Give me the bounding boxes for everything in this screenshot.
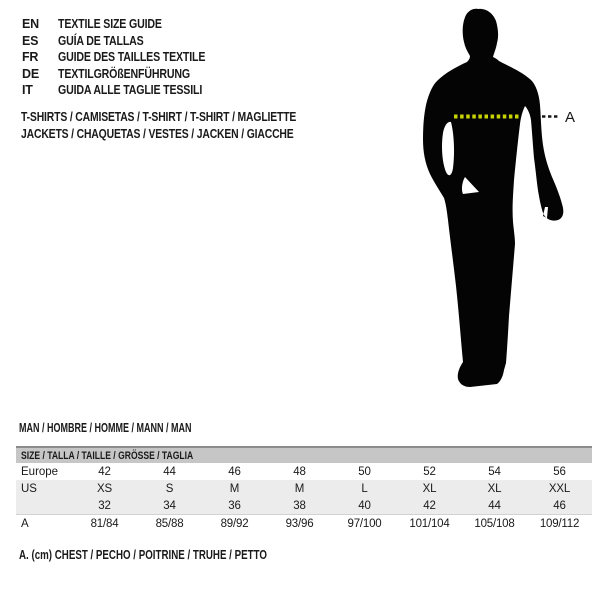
table-row-chest [16,515,592,532]
language-row [22,33,231,50]
size-table [16,446,592,532]
cell: 44 [163,465,176,478]
language-code: EN [22,17,39,31]
row-label: US [21,482,37,495]
cell: 48 [293,465,306,478]
cell: 46 [553,499,566,512]
language-title-list [22,16,231,99]
language-row [22,49,231,66]
table-row-us [16,480,592,497]
cell: 42 [98,465,111,478]
language-code: IT [22,83,33,97]
language-title: GUÍA DE TALLAS [58,33,144,48]
language-code: FR [22,50,39,64]
table-row-us-numeric [16,497,592,515]
cell: 34 [163,499,176,512]
language-title: GUIDA ALLE TAGLIE TESSILI [58,83,203,97]
cell: XL [487,482,502,495]
cell: 54 [488,465,501,478]
cell: 40 [358,499,371,512]
language-row [22,82,231,99]
cell: 36 [228,499,241,512]
cell: 52 [423,465,436,478]
table-row-europe [16,463,592,480]
cell: 85/88 [155,517,184,530]
language-code: ES [22,33,39,48]
row-label: A [21,517,29,530]
cell: 50 [358,465,371,478]
cell: 89/92 [220,517,249,530]
cell: 32 [98,499,111,512]
cell: 105/108 [474,517,515,530]
language-title: TEXTILE SIZE GUIDE [58,17,162,31]
language-title: GUIDE DES TAILLES TEXTILE [58,50,206,64]
size-table-header: SIZE / TALLA / TAILLE / GRÖSSE / TAGLIA [16,446,592,463]
cell: 42 [423,499,436,512]
language-row [22,66,231,83]
cell: L [361,482,368,495]
language-title: TEXTILGRÖßENFÜHRUNG [58,66,190,81]
cell: XL [422,482,437,495]
language-row [22,16,231,33]
category-headings [21,109,365,142]
cell: 56 [553,465,566,478]
cell: 109/112 [539,517,580,530]
man-silhouette [423,9,563,387]
cell: 46 [228,465,241,478]
man-silhouette-figure [390,0,600,420]
cell: 38 [293,499,306,512]
cell: 101/104 [409,517,450,530]
category-line-tshirts: T-SHIRTS / CAMISETAS / T-SHIRT / T-SHIRT / MAGLIETTE [21,109,297,124]
language-code: DE [22,66,39,81]
cell: 44 [488,499,501,512]
measure-label-a: A [565,109,576,126]
cell: M [229,482,240,495]
cell: M [294,482,305,495]
section-title-man: MAN / HOMBRE / HOMME / MANN / MAN [19,421,192,435]
measurement-footnote: A. (cm) CHEST / PECHO / POITRINE / TRUHE / PETTO [19,548,267,562]
category-line-jackets: JACKETS / CHAQUETAS / VESTES / JACKEN / GIACCHE [21,125,294,141]
cell: XS [97,482,112,495]
row-label: Europe [21,465,59,478]
cell: 97/100 [347,517,382,530]
cell: S [165,482,174,495]
cell: XXL [548,482,571,495]
cell: 93/96 [285,517,314,530]
cell: 81/84 [90,517,119,530]
